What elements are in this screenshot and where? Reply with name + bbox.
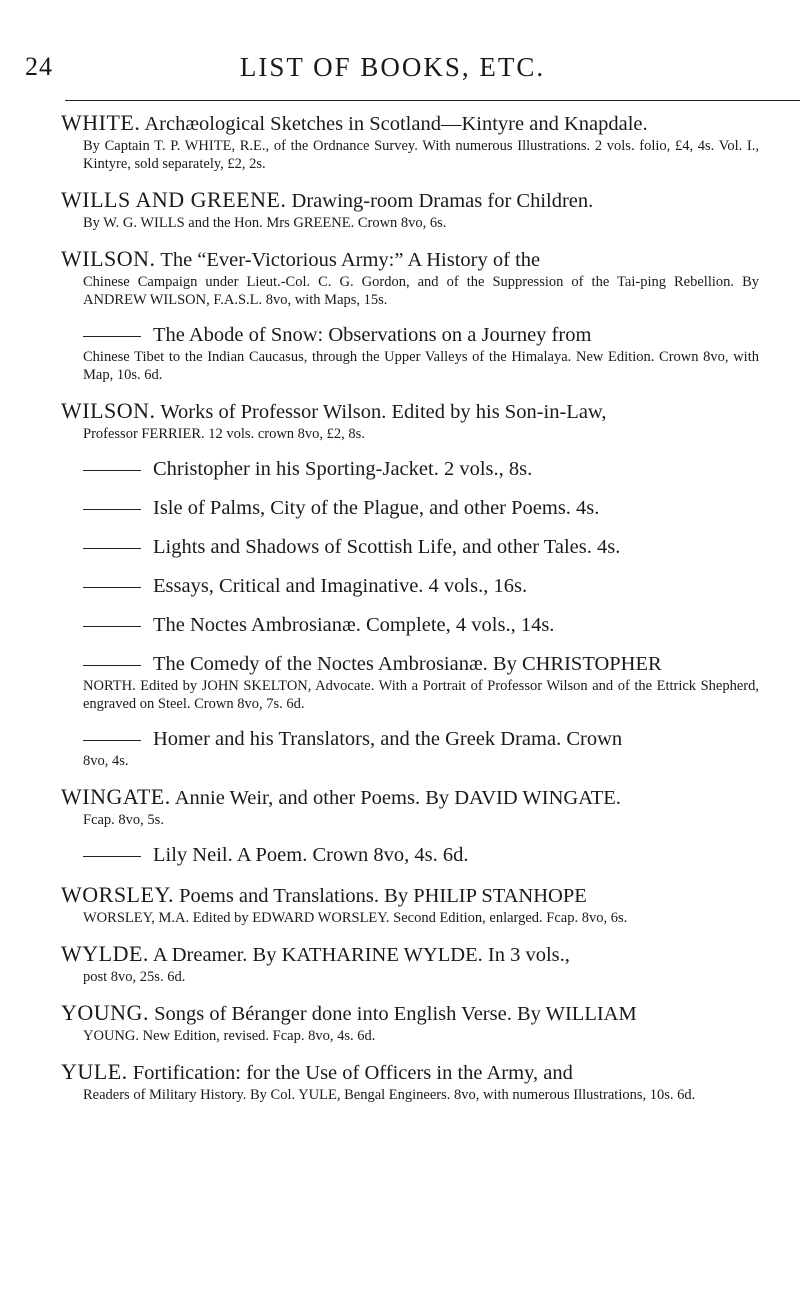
entry-title: Christopher in his Sporting-Jacket. 2 vols., 8s. [153,458,533,480]
entry-main-line [61,457,759,482]
entry-title: Archæological Sketches in Scotland—Kintyre and Knapdale. [144,113,648,135]
entry-details: NORTH. Edited by JOHN SKELTON, Advocate. With a Portrait of Professor Wilson and of the Ettrick Shepherd, engraved on Steel. Crown 8vo, 7s. 6d. [83,678,759,712]
entry-main-line [61,496,759,521]
entry-title: Poems and Translations. By PHILIP STANHOPE [179,885,587,907]
entry-author: WILSON. [61,398,156,423]
entry-author: WORSLEY. [61,882,174,907]
entry-author: WYLDE. [61,941,149,966]
book-entry [61,941,759,986]
ditto-dash [83,856,141,857]
entry-title: Isle of Palms, City of the Plague, and other Poems. 4s. [153,497,600,519]
book-entry [61,574,759,599]
book-entry [61,843,759,868]
entry-title: The “Ever-Victorious Army:” A History of the [160,249,541,271]
book-entry [61,398,759,443]
ditto-dash [83,548,141,549]
entry-title: The Noctes Ambrosianæ. Complete, 4 vols., 14s. [153,614,555,636]
ditto-dash [83,509,141,510]
ditto-dash [83,665,141,666]
entry-author: WHITE. [61,110,141,135]
entry-details: Readers of Military History. By Col. YULE, Bengal Engineers. 8vo, with numerous Illustrations, 10s. 6d. [83,1087,696,1103]
entry-details: WORSLEY, M.A. Edited by EDWARD WORSLEY. Second Edition, enlarged. Fcap. 8vo, 6s. [83,910,628,926]
entry-main-line [61,187,759,214]
book-entry [61,246,759,309]
entry-title: Works of Professor Wilson. Edited by his Son-in-Law, [160,401,607,423]
book-entry [61,1000,759,1045]
book-entry [61,652,759,713]
entry-main-line [61,1059,759,1086]
entry-main-line [61,1000,759,1027]
ditto-dash [83,626,141,627]
entry-details: Professor FERRIER. 12 vols. crown 8vo, £2, 8s. [83,426,365,442]
entry-main-line [61,398,759,425]
entry-main-line [61,246,759,273]
entry-main-line [61,535,759,560]
book-entry [61,323,759,384]
book-entry [61,457,759,482]
ditto-dash [83,470,141,471]
entry-main-line [61,941,759,968]
entry-main-line [61,882,759,909]
entry-details: By W. G. WILLS and the Hon. Mrs GREENE. Crown 8vo, 6s. [83,215,447,231]
entry-main-line [61,110,759,137]
entry-main-line [61,613,759,638]
entry-title: Essays, Critical and Imaginative. 4 vols., 16s. [153,575,528,597]
book-entry [61,496,759,521]
entry-author: YULE. [61,1059,128,1084]
entry-details: post 8vo, 25s. 6d. [83,969,186,985]
book-entry [61,784,759,829]
entry-author: YOUNG. [61,1000,149,1025]
entry-title: Songs of Béranger done into English Verse. By WILLIAM [154,1003,637,1025]
entry-details: By Captain T. P. WHITE, R.E., of the Ordnance Survey. With numerous Illustrations. 2 vols. folio, £4, 4s. Vol. I., Kintyre, sold separately, £2, 2s. [83,138,759,172]
book-list [61,110,759,1118]
entry-title: Lights and Shadows of Scottish Life, and other Tales. 4s. [153,536,621,558]
book-entry [61,187,759,232]
entry-title: Lily Neil. A Poem. Crown 8vo, 4s. 6d. [153,844,469,866]
entry-title: A Dreamer. By KATHARINE WYLDE. In 3 vols., [152,944,570,966]
entry-title: The Abode of Snow: Observations on a Journey from [153,324,592,346]
page-number: 24 [25,52,53,81]
running-title: LIST OF BOOKS, ETC. [239,52,546,82]
page-header [25,0,760,86]
entry-details: Chinese Campaign under Lieut.-Col. C. G. Gordon, and of the Suppression of the Tai-ping Rebellion. By ANDREW WILSON, F.A.S.L. 8vo, with Maps, 15s. [83,274,759,308]
book-entry [61,110,759,173]
ditto-dash [83,336,141,337]
entry-details: 8vo, 4s. [83,753,129,769]
entry-author: WILLS AND GREENE. [61,187,287,212]
entry-title: The Comedy of the Noctes Ambrosianæ. By CHRISTOPHER [153,653,662,675]
ditto-dash [83,587,141,588]
header-rule [65,100,800,101]
ditto-dash [83,740,141,741]
book-entry [61,727,759,770]
entry-main-line [61,843,759,868]
entry-title: Fortification: for the Use of Officers in the Army, and [132,1062,573,1084]
entry-details: Chinese Tibet to the Indian Caucasus, through the Upper Valleys of the Himalaya. New Edition. Crown 8vo, with Map, 10s. 6d. [83,349,759,383]
entry-author: WINGATE. [61,784,171,809]
entry-details: YOUNG. New Edition, revised. Fcap. 8vo, 4s. 6d. [83,1028,376,1044]
entry-title: Drawing-room Dramas for Children. [291,190,594,212]
entry-main-line [61,727,759,752]
entry-main-line [61,574,759,599]
entry-title: Homer and his Translators, and the Greek Drama. Crown [153,728,623,750]
entry-title: Annie Weir, and other Poems. By DAVID WINGATE. [174,787,621,809]
book-entry [61,1059,759,1104]
entry-main-line [61,323,759,348]
book-entry [61,882,759,927]
book-entry [61,535,759,560]
entry-author: WILSON. [61,246,156,271]
entry-details: Fcap. 8vo, 5s. [83,812,164,828]
entry-main-line [61,652,759,677]
entry-main-line [61,784,759,811]
book-entry [61,613,759,638]
